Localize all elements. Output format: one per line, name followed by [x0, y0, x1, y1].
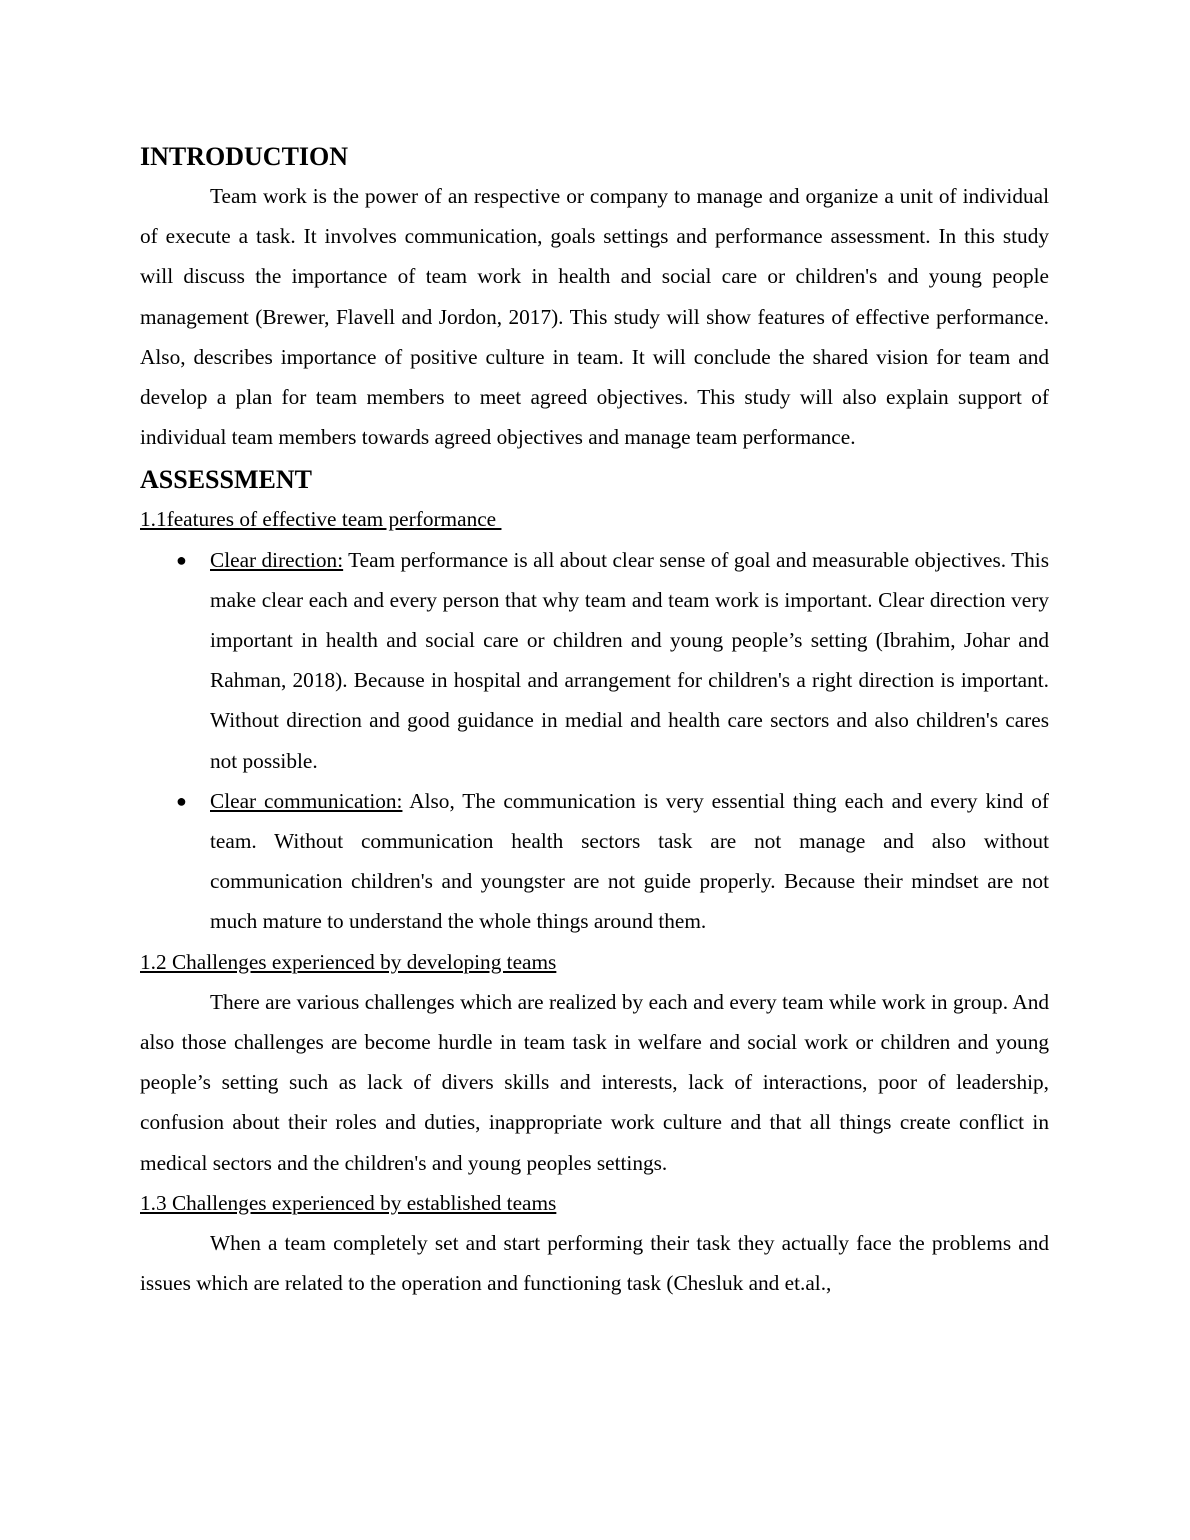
- bullet-text: Also, The communication is very essential thing each and every kind of team. Without communication health sectors task are not manage and also without communication children's and youngster are not guide properly. Because their mindset are not much mature to understand the whole things around them.: [210, 788, 1049, 934]
- bullet-text: Team performance is all about clear sense of goal and measurable objectives. This make clear each and every person that why team and team work is important. Clear direction very important in health and social care or children and young people’s setting (Ibrahim, Johar and Rahman, 2018). Because in hospital and arrangement for children's a right direction is important. Without direction and good guidance in medial and health care sectors and also children's cares not possible.: [210, 547, 1049, 773]
- section-1-3-title: 1.3 Challenges experienced by established teams: [140, 1190, 557, 1215]
- bullet-icon: ●: [176, 549, 187, 570]
- features-bullet-list: [140, 540, 1049, 942]
- section-1-1-title: 1.1features of effective team performance: [140, 507, 502, 532]
- introduction-paragraph: Team work is the power of an respective or company to manage and organize a unit of individual of execute a task. It involves communication, goals settings and performance assessment. In this study will discuss the importance of team work in health and social care or children's and young people management (Brewer, Flavell and Jordon, 2017). This study will show features of effective performance. Also, describes importance of positive culture in team. It will conclude the shared vision for team and develop a plan for team members to meet agreed objectives. This study will also explain support of individual team members towards agreed objectives and manage team performance.: [140, 184, 1049, 450]
- list-item: [140, 540, 1049, 781]
- section-1-2-title: 1.2 Challenges experienced by developing teams: [140, 949, 557, 974]
- document-page: [140, 138, 1049, 1303]
- section-1-2-paragraph: There are various challenges which are realized by each and every team while work in group. And also those challenges are become hurdle in team task in welfare and social work or children and young people’s setting such as lack of divers skills and interests, lack of interactions, poor of leadership, confusion about their roles and duties, inappropriate work culture and that all things create conflict in medical sectors and the children's and young peoples settings.: [140, 989, 1049, 1175]
- bullet-label: Clear communication:: [210, 788, 403, 813]
- section-1-3-paragraph: When a team completely set and start performing their task they actually face the problems and issues which are related to the operation and functioning task (Chesluk and et.al.,: [140, 1231, 1049, 1296]
- list-item: [140, 781, 1049, 942]
- introduction-heading: INTRODUCTION: [140, 142, 349, 171]
- bullet-icon: ●: [176, 790, 187, 811]
- bullet-label: Clear direction:: [210, 547, 344, 572]
- assessment-heading: ASSESSMENT: [140, 465, 312, 495]
